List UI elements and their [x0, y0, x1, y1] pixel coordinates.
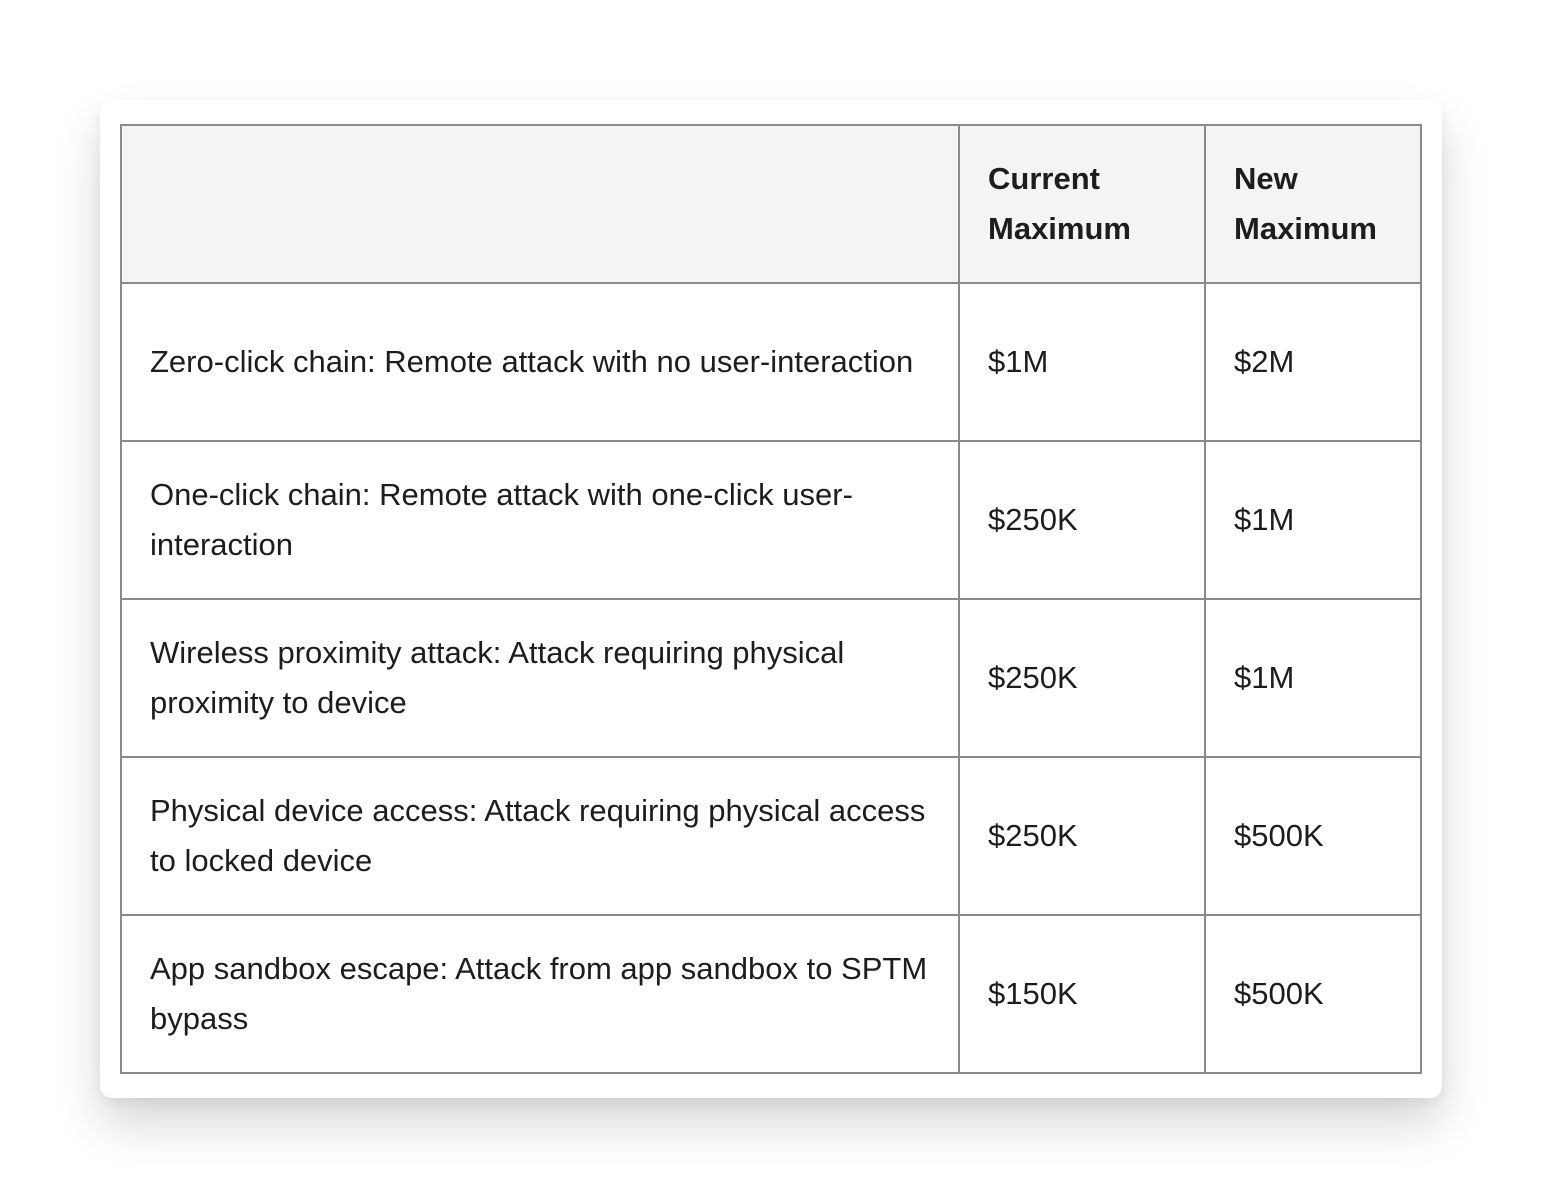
table-row — [121, 283, 1421, 441]
category-cell: Zero-click chain: Remote attack with no user-interaction — [121, 283, 959, 441]
current-max-cell: $250K — [959, 441, 1205, 599]
table-row — [121, 599, 1421, 757]
header-new-maximum: New Maximum — [1205, 125, 1421, 283]
new-max-cell: $1M — [1205, 441, 1421, 599]
new-max-cell: $2M — [1205, 283, 1421, 441]
table-row — [121, 757, 1421, 915]
table-row — [121, 915, 1421, 1073]
current-max-cell: $1M — [959, 283, 1205, 441]
header-row — [121, 125, 1421, 283]
header-category — [121, 125, 959, 283]
category-cell: App sandbox escape: Attack from app sandbox to SPTM bypass — [121, 915, 959, 1073]
table-row — [121, 441, 1421, 599]
category-cell: Physical device access: Attack requiring physical access to locked device — [121, 757, 959, 915]
new-max-cell: $1M — [1205, 599, 1421, 757]
current-max-cell: $150K — [959, 915, 1205, 1073]
category-cell: Wireless proximity attack: Attack requiring physical proximity to device — [121, 599, 959, 757]
category-cell: One-click chain: Remote attack with one-click user-interaction — [121, 441, 959, 599]
header-current-maximum: Current Maximum — [959, 125, 1205, 283]
new-max-cell: $500K — [1205, 915, 1421, 1073]
bounty-table — [120, 124, 1422, 1074]
table-card — [100, 100, 1442, 1098]
current-max-cell: $250K — [959, 757, 1205, 915]
current-max-cell: $250K — [959, 599, 1205, 757]
new-max-cell: $500K — [1205, 757, 1421, 915]
